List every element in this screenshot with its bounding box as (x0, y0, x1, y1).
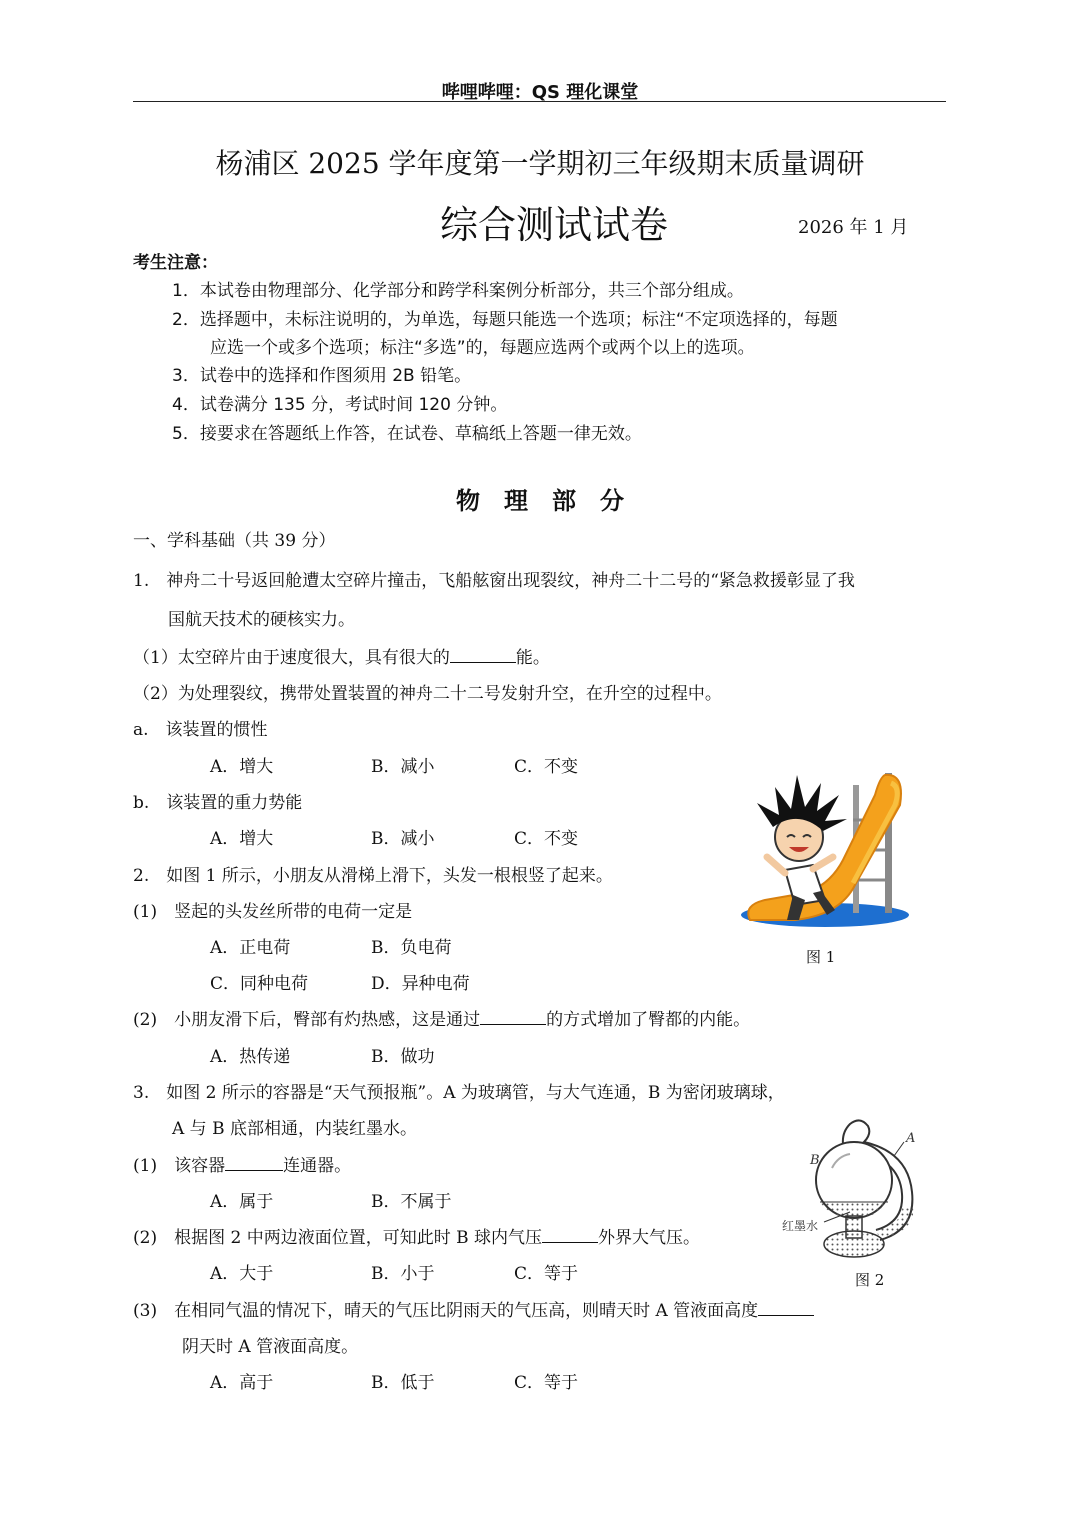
option: C．不变 (514, 757, 579, 777)
answer-blank (450, 644, 516, 663)
exam-title: 杨浦区 2025 学年度第一学期初三年级期末质量调研 (215, 147, 865, 180)
option: B．不属于 (371, 1192, 452, 1212)
page-header: 哔哩哔哩：QS 理化课堂 (441, 82, 639, 103)
notice-item: 应选一个或多个选项；标注“多选”的，每题应选两个或两个以上的选项。 (210, 338, 755, 358)
q1-a-stem: a. 该装置的惯性 (133, 720, 268, 740)
answer-blank (542, 1224, 598, 1243)
q3-sub1: (1) 该容器 连通器。 (133, 1151, 351, 1176)
option: B．低于 (371, 1373, 435, 1393)
notice-item: 1．本试卷由物理部分、化学部分和跨学科案例分析部分，共三个部分组成。 (172, 281, 744, 301)
exam-subtitle: 综合测试试卷 (440, 203, 669, 247)
answer-blank (225, 1152, 283, 1171)
notice-item: 4．试卷满分 135 分，考试时间 120 分钟。 (172, 395, 508, 415)
answer-blank (480, 1006, 546, 1025)
option: B．负电荷 (371, 938, 452, 958)
option: B．减小 (371, 829, 435, 849)
label-ink: 红墨水 (782, 1219, 819, 1233)
weather-bottle-figure (780, 1112, 930, 1270)
option: A．增大 (210, 757, 274, 777)
q2-sub1: (1) 竖起的头发丝所带的电荷一定是 (133, 902, 413, 922)
q1-b-stem: b. 该装置的重力势能 (133, 793, 303, 813)
slide-figure (735, 765, 910, 935)
notice-item: 2．选择题中，未标注说明的，为单选，每题只能选一个选项；标注“不定项选择的，每题 (172, 310, 838, 330)
notice-item: 3．试卷中的选择和作图须用 2B 铅笔。 (172, 366, 472, 386)
q1-sub1: （1）太空碎片由于速度很大，具有很大的 能。 (133, 643, 550, 668)
option: A．正电荷 (210, 938, 291, 958)
answer-blank (758, 1297, 814, 1316)
fig1-caption: 图 1 (806, 948, 836, 966)
option: D．异种电荷 (371, 974, 470, 994)
option: C．不变 (514, 829, 579, 849)
q3-sub3: (3) 在相同气温的情况下，晴天的气压比阴雨天的气压高，则晴天时 A 管液面高度 (133, 1296, 814, 1321)
option: A．高于 (210, 1373, 274, 1393)
label-b: B (810, 1153, 820, 1168)
q1-sub2: （2）为处理裂纹，携带处置装置的神舟二十二号发射升空，在升空的过程中。 (133, 684, 722, 704)
q3-stem: 3. 如图 2 所示的容器是“天气预报瓶”。A 为玻璃管，与大气连通，B 为密闭玻璃球， (133, 1083, 785, 1103)
q2-stem: 2. 如图 1 所示，小朋友从滑梯上滑下，头发一根根竖了起来。 (133, 866, 613, 886)
option: A．热传递 (210, 1047, 291, 1067)
q3-stem-cont: A 与 B 底部相通，内装红墨水。 (172, 1119, 417, 1139)
header-divider (133, 101, 946, 102)
q1-stem-cont: 国航天技术的硬核实力。 (168, 610, 355, 630)
option: C．同种电荷 (210, 974, 309, 994)
section-title: 物 理 部 分 (456, 487, 624, 515)
option: A．大于 (210, 1264, 274, 1284)
option: B．做功 (371, 1047, 435, 1067)
exam-date: 2026 年 1 月 (798, 217, 909, 238)
part-heading: 一、学科基础（共 39 分） (133, 531, 336, 551)
q2-sub2: (2) 小朋友滑下后，臀部有灼热感，这是通过 的方式增加了臀都的内能。 (133, 1005, 750, 1030)
label-a: A (906, 1131, 916, 1146)
option: A．属于 (210, 1192, 274, 1212)
option: A．增大 (210, 829, 274, 849)
q3-sub2: (2) 根据图 2 中两边液面位置，可知此时 B 球内气压 外界大气压。 (133, 1223, 700, 1248)
option: C．等于 (514, 1264, 579, 1284)
q1-stem: 1. 神舟二十号返回舱遭太空碎片撞击，飞船舷窗出现裂纹，神舟二十二号的“紧急救援彰显了我 (133, 571, 855, 591)
q3-sub3-cont: 阴天时 A 管液面高度。 (182, 1337, 359, 1357)
option: C．等于 (514, 1373, 579, 1393)
notice-item: 5．接要求在答题纸上作答，在试卷、草稿纸上答题一律无效。 (172, 424, 642, 444)
option: B．减小 (371, 757, 435, 777)
option: B．小于 (371, 1264, 435, 1284)
notice-heading: 考生注意： (133, 253, 218, 273)
fig2-caption: 图 2 (855, 1271, 885, 1289)
